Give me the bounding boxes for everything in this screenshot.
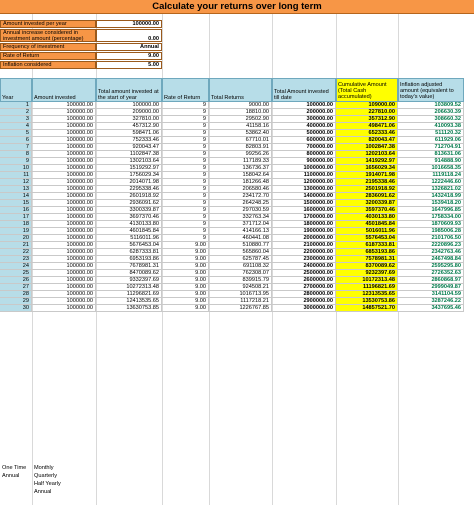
year-cell[interactable]: 6 xyxy=(0,137,32,144)
adjusted-cell[interactable]: 914888.90 xyxy=(398,158,464,165)
rate-cell[interactable]: 9 xyxy=(162,158,209,165)
total-till-cell[interactable]: 2200000.00 xyxy=(272,249,336,256)
rate-cell[interactable]: 9 xyxy=(162,179,209,186)
table-row xyxy=(0,298,474,305)
total-till-cell[interactable]: 2500000.00 xyxy=(272,270,336,277)
amount-cell[interactable]: 100000.00 xyxy=(32,109,96,116)
amount-cell[interactable]: 100000.00 xyxy=(32,214,96,221)
year-cell[interactable]: 5 xyxy=(0,130,32,137)
amount-cell[interactable]: 100000.00 xyxy=(32,158,96,165)
total-till-cell[interactable]: 3000000.00 xyxy=(272,305,336,312)
amount-cell[interactable]: 100000.00 xyxy=(32,228,96,235)
amount-cell[interactable]: 100000.00 xyxy=(32,291,96,298)
returns-cell[interactable]: 18810.00 xyxy=(209,109,272,116)
table-row xyxy=(0,284,474,291)
rate-cell[interactable]: 9 xyxy=(162,123,209,130)
rate-cell[interactable]: 9 xyxy=(162,116,209,123)
rate-cell[interactable]: 9.00 xyxy=(162,242,209,249)
table-row xyxy=(0,214,474,221)
cumulative-cell[interactable]: 6187333.81 xyxy=(336,242,398,249)
cumulative-cell[interactable]: 1419292.97 xyxy=(336,158,398,165)
table-row xyxy=(0,109,474,116)
year-cell[interactable]: 26 xyxy=(0,277,32,284)
frequency-option: Annual xyxy=(34,489,52,495)
adjusted-cell[interactable]: 1326821.02 xyxy=(398,186,464,193)
returns-cell[interactable]: 67710.01 xyxy=(209,137,272,144)
header-year: Year xyxy=(0,78,32,102)
year-cell[interactable]: 29 xyxy=(0,298,32,305)
amount-cell[interactable]: 100000.00 xyxy=(32,165,96,172)
year-cell[interactable]: 19 xyxy=(0,228,32,235)
cumulative-cell[interactable]: 227810.00 xyxy=(336,109,398,116)
total-till-cell[interactable]: 2100000.00 xyxy=(272,242,336,249)
total-start-cell[interactable]: 1302103.64 xyxy=(96,158,162,165)
total-till-cell[interactable]: 1000000.00 xyxy=(272,165,336,172)
total-start-cell[interactable]: 7678981.31 xyxy=(96,263,162,270)
cumulative-cell[interactable]: 1202103.64 xyxy=(336,151,398,158)
inflation-field[interactable]: 5.00 xyxy=(96,61,162,69)
total-start-cell[interactable]: 752333.46 xyxy=(96,137,162,144)
year-cell[interactable]: 30 xyxy=(0,305,32,312)
rate-cell[interactable]: 9.00 xyxy=(162,277,209,284)
returns-cell[interactable]: 1016713.95 xyxy=(209,291,272,298)
rate-cell[interactable]: 9.00 xyxy=(162,249,209,256)
returns-cell[interactable]: 510880.77 xyxy=(209,242,272,249)
adjusted-cell[interactable]: 712704.91 xyxy=(398,144,464,151)
amount-cell[interactable]: 100000.00 xyxy=(32,277,96,284)
year-cell[interactable]: 15 xyxy=(0,200,32,207)
rate-cell[interactable]: 9 xyxy=(162,214,209,221)
table-row xyxy=(0,137,474,144)
table-row xyxy=(0,179,474,186)
amount-cell[interactable]: 100000.00 xyxy=(32,186,96,193)
year-cell[interactable]: 25 xyxy=(0,270,32,277)
year-cell[interactable]: 18 xyxy=(0,221,32,228)
table-row xyxy=(0,158,474,165)
total-till-cell[interactable]: 100000.00 xyxy=(272,102,336,109)
input-label: Inflation considered xyxy=(0,61,96,69)
total-start-cell[interactable]: 2295338.46 xyxy=(96,186,162,193)
rate-cell[interactable]: 9 xyxy=(162,165,209,172)
adjusted-cell[interactable]: 3287246.22 xyxy=(398,298,464,305)
table-row xyxy=(0,305,474,312)
cumulative-cell[interactable]: 8370089.62 xyxy=(336,263,398,270)
total-start-cell[interactable]: 1519292.97 xyxy=(96,165,162,172)
rate-cell[interactable]: 9 xyxy=(162,151,209,158)
year-cell[interactable]: 13 xyxy=(0,186,32,193)
returns-cell[interactable]: 332763.34 xyxy=(209,214,272,221)
total-start-cell[interactable]: 598471.06 xyxy=(96,130,162,137)
input-label: Annual increase considered in investment amount (percentage) xyxy=(0,29,96,42)
total-start-cell[interactable]: 920043.47 xyxy=(96,144,162,151)
returns-cell[interactable]: 762308.07 xyxy=(209,270,272,277)
year-cell[interactable]: 10 xyxy=(0,165,32,172)
amount-cell[interactable]: 100000.00 xyxy=(32,116,96,123)
adjusted-cell[interactable]: 308660.32 xyxy=(398,116,464,123)
total-start-cell[interactable]: 2601918.92 xyxy=(96,193,162,200)
total-till-cell[interactable]: 1400000.00 xyxy=(272,193,336,200)
cumulative-cell[interactable]: 3200339.87 xyxy=(336,200,398,207)
year-cell[interactable]: 23 xyxy=(0,256,32,263)
cumulative-cell[interactable]: 6853193.86 xyxy=(336,249,398,256)
table-row xyxy=(0,270,474,277)
returns-cell[interactable]: 1226767.85 xyxy=(209,305,272,312)
amount-cell[interactable]: 100000.00 xyxy=(32,102,96,109)
cumulative-cell[interactable]: 4501845.84 xyxy=(336,221,398,228)
year-cell[interactable]: 17 xyxy=(0,214,32,221)
table-row xyxy=(0,186,474,193)
cumulative-cell[interactable]: 498471.06 xyxy=(336,123,398,130)
total-till-cell[interactable]: 2400000.00 xyxy=(272,263,336,270)
rate-cell[interactable]: 9 xyxy=(162,200,209,207)
returns-cell[interactable]: 41158.16 xyxy=(209,123,272,130)
header-cumulative: Cumulative Amount (Total Cash accumulated) xyxy=(336,78,398,102)
year-cell[interactable]: 4 xyxy=(0,123,32,130)
returns-cell[interactable]: 691108.32 xyxy=(209,263,272,270)
total-start-cell[interactable]: 10272313.48 xyxy=(96,284,162,291)
cumulative-cell[interactable]: 2836091.62 xyxy=(336,193,398,200)
adjusted-cell[interactable]: 410093.38 xyxy=(398,123,464,130)
adjusted-cell[interactable]: 3437695.46 xyxy=(398,305,464,312)
amount-cell[interactable]: 100000.00 xyxy=(32,179,96,186)
returns-cell[interactable]: 53862.40 xyxy=(209,130,272,137)
total-till-cell[interactable]: 1900000.00 xyxy=(272,228,336,235)
table-row xyxy=(0,200,474,207)
adjusted-cell[interactable]: 2467498.84 xyxy=(398,256,464,263)
adjusted-cell[interactable]: 611929.06 xyxy=(398,137,464,144)
amount-invested-field[interactable]: 100000.00 xyxy=(96,20,162,28)
rate-cell[interactable]: 9 xyxy=(162,144,209,151)
returns-cell[interactable]: 206580.46 xyxy=(209,186,272,193)
returns-cell[interactable]: 264248.25 xyxy=(209,200,272,207)
cumulative-cell[interactable]: 1002847.38 xyxy=(336,144,398,151)
amount-cell[interactable]: 100000.00 xyxy=(32,242,96,249)
rate-cell[interactable]: 9.00 xyxy=(162,256,209,263)
table-row xyxy=(0,249,474,256)
rate-cell[interactable]: 9.00 xyxy=(162,298,209,305)
amount-cell[interactable]: 100000.00 xyxy=(32,172,96,179)
total-start-cell[interactable]: 3697370.46 xyxy=(96,214,162,221)
amount-cell[interactable]: 100000.00 xyxy=(32,235,96,242)
rate-cell[interactable]: 9.00 xyxy=(162,270,209,277)
adjusted-cell[interactable]: 2726352.63 xyxy=(398,270,464,277)
table-row xyxy=(0,151,474,158)
adjusted-cell[interactable]: 511120.32 xyxy=(398,130,464,137)
cumulative-cell[interactable]: 652333.46 xyxy=(336,130,398,137)
amount-cell[interactable]: 100000.00 xyxy=(32,263,96,270)
cumulative-cell[interactable]: 10172313.48 xyxy=(336,277,398,284)
rate-cell[interactable]: 9.00 xyxy=(162,263,209,270)
adjusted-cell[interactable]: 1432418.99 xyxy=(398,193,464,200)
total-till-cell[interactable]: 1100000.00 xyxy=(272,172,336,179)
table-row xyxy=(0,221,474,228)
rate-cell[interactable]: 9 xyxy=(162,207,209,214)
sheet-title: Calculate your returns over long term xyxy=(0,0,474,14)
frequency-select[interactable]: Annual xyxy=(96,43,162,51)
returns-cell[interactable]: 181266.48 xyxy=(209,179,272,186)
rate-cell[interactable]: 9 xyxy=(162,228,209,235)
adjusted-cell[interactable]: 2220896.23 xyxy=(398,242,464,249)
amount-cell[interactable]: 100000.00 xyxy=(32,256,96,263)
rate-cell[interactable]: 9 xyxy=(162,221,209,228)
total-start-cell[interactable]: 8470089.62 xyxy=(96,270,162,277)
amount-cell[interactable]: 100000.00 xyxy=(32,123,96,130)
returns-cell[interactable]: 136736.37 xyxy=(209,165,272,172)
returns-cell[interactable]: 625787.45 xyxy=(209,256,272,263)
adjusted-cell[interactable]: 2999049.87 xyxy=(398,284,464,291)
cumulative-cell[interactable]: 820043.47 xyxy=(336,137,398,144)
adjusted-cell[interactable]: 2595295.80 xyxy=(398,263,464,270)
table-row xyxy=(0,242,474,249)
returns-cell[interactable]: 297030.59 xyxy=(209,207,272,214)
header-amount-invested: Amount invested xyxy=(32,78,96,102)
cumulative-cell[interactable]: 2501918.92 xyxy=(336,186,398,193)
rate-cell[interactable]: 9 xyxy=(162,102,209,109)
rate-cell[interactable]: 9.00 xyxy=(162,284,209,291)
cumulative-cell[interactable]: 7578981.31 xyxy=(336,256,398,263)
input-label: Amount invested per year xyxy=(0,20,96,28)
returns-cell[interactable]: 839915.79 xyxy=(209,277,272,284)
cumulative-cell[interactable]: 109000.00 xyxy=(336,102,398,109)
total-start-cell[interactable]: 2936091.62 xyxy=(96,200,162,207)
table-row xyxy=(0,102,474,109)
adjusted-cell[interactable]: 1222446.60 xyxy=(398,179,464,186)
returns-cell[interactable]: 82803.91 xyxy=(209,144,272,151)
total-till-cell[interactable]: 900000.00 xyxy=(272,158,336,165)
year-cell[interactable]: 7 xyxy=(0,144,32,151)
rate-cell[interactable]: 9 xyxy=(162,186,209,193)
adjusted-cell[interactable]: 2342763.46 xyxy=(398,249,464,256)
adjusted-cell[interactable]: 1539418.20 xyxy=(398,200,464,207)
year-cell[interactable]: 24 xyxy=(0,263,32,270)
amount-cell[interactable]: 100000.00 xyxy=(32,305,96,312)
header-total-returns: Total Returns xyxy=(209,78,272,102)
annual-increase-field[interactable]: 0.00 xyxy=(96,29,162,42)
returns-cell[interactable]: 924508.21 xyxy=(209,284,272,291)
total-till-cell[interactable]: 2300000.00 xyxy=(272,256,336,263)
amount-cell[interactable]: 100000.00 xyxy=(32,151,96,158)
total-start-cell[interactable]: 2014071.98 xyxy=(96,179,162,186)
total-till-cell[interactable]: 700000.00 xyxy=(272,144,336,151)
rate-cell[interactable]: 9 xyxy=(162,109,209,116)
returns-cell[interactable]: 1117218.21 xyxy=(209,298,272,305)
year-cell[interactable]: 1 xyxy=(0,102,32,109)
table-row xyxy=(0,228,474,235)
adjusted-cell[interactable]: 1119118.24 xyxy=(398,172,464,179)
returns-cell[interactable]: 460441.08 xyxy=(209,235,272,242)
table-row xyxy=(0,207,474,214)
returns-cell[interactable]: 234172.70 xyxy=(209,193,272,200)
total-start-cell[interactable]: 5676453.04 xyxy=(96,242,162,249)
cumulative-cell[interactable]: 1656029.34 xyxy=(336,165,398,172)
cumulative-cell[interactable]: 5576453.04 xyxy=(336,235,398,242)
amount-cell[interactable]: 100000.00 xyxy=(32,284,96,291)
table-row xyxy=(0,291,474,298)
table-row xyxy=(0,116,474,123)
total-start-cell[interactable]: 9332397.69 xyxy=(96,277,162,284)
year-cell[interactable]: 3 xyxy=(0,116,32,123)
adjusted-cell[interactable]: 103809.52 xyxy=(398,102,464,109)
total-start-cell[interactable]: 209000.00 xyxy=(96,109,162,116)
annual-label: Annual xyxy=(2,473,20,479)
total-till-cell[interactable]: 2000000.00 xyxy=(272,235,336,242)
total-till-cell[interactable]: 600000.00 xyxy=(272,137,336,144)
cumulative-cell[interactable]: 357312.90 xyxy=(336,116,398,123)
year-cell[interactable]: 27 xyxy=(0,284,32,291)
input-label: Frequency of investment xyxy=(0,43,96,51)
returns-cell[interactable]: 371712.04 xyxy=(209,221,272,228)
adjusted-cell[interactable]: 2860868.97 xyxy=(398,277,464,284)
table-row xyxy=(0,277,474,284)
year-cell[interactable]: 22 xyxy=(0,249,32,256)
total-till-cell[interactable]: 1800000.00 xyxy=(272,221,336,228)
returns-cell[interactable]: 29502.90 xyxy=(209,116,272,123)
total-start-cell[interactable]: 4130133.80 xyxy=(96,221,162,228)
cumulative-cell[interactable]: 3597370.46 xyxy=(336,207,398,214)
adjusted-cell[interactable]: 206630.39 xyxy=(398,109,464,116)
total-start-cell[interactable]: 1102847.38 xyxy=(96,151,162,158)
returns-cell[interactable]: 414166.13 xyxy=(209,228,272,235)
total-start-cell[interactable]: 6287333.81 xyxy=(96,249,162,256)
total-start-cell[interactable]: 327810.00 xyxy=(96,116,162,123)
table-row xyxy=(0,165,474,172)
year-cell[interactable]: 16 xyxy=(0,207,32,214)
total-start-cell[interactable]: 4601845.84 xyxy=(96,228,162,235)
total-till-cell[interactable]: 2900000.00 xyxy=(272,298,336,305)
total-till-cell[interactable]: 2600000.00 xyxy=(272,277,336,284)
total-till-cell[interactable]: 2700000.00 xyxy=(272,284,336,291)
table-row xyxy=(0,144,474,151)
rate-cell[interactable]: 9.00 xyxy=(162,305,209,312)
adjusted-cell[interactable]: 2101706.50 xyxy=(398,235,464,242)
rate-cell[interactable]: 9 xyxy=(162,193,209,200)
adjusted-cell[interactable]: 1758334.00 xyxy=(398,214,464,221)
amount-cell[interactable]: 100000.00 xyxy=(32,298,96,305)
header-total-start: Total amount invested at the start of year xyxy=(96,78,162,102)
cumulative-cell[interactable]: 1914071.98 xyxy=(336,172,398,179)
year-cell[interactable]: 21 xyxy=(0,242,32,249)
cumulative-cell[interactable]: 13530753.86 xyxy=(336,298,398,305)
cumulative-cell[interactable]: 12313535.65 xyxy=(336,291,398,298)
total-start-cell[interactable]: 3300339.87 xyxy=(96,207,162,214)
cumulative-cell[interactable]: 11196821.69 xyxy=(336,284,398,291)
amount-cell[interactable]: 100000.00 xyxy=(32,249,96,256)
total-start-cell[interactable]: 5116011.96 xyxy=(96,235,162,242)
cumulative-cell[interactable]: 9232397.69 xyxy=(336,270,398,277)
header-rate: Rate of Return xyxy=(162,78,209,102)
adjusted-cell[interactable]: 3141104.59 xyxy=(398,291,464,298)
total-start-cell[interactable]: 100000.00 xyxy=(96,102,162,109)
adjusted-cell[interactable]: 1016658.35 xyxy=(398,165,464,172)
total-till-cell[interactable]: 1200000.00 xyxy=(272,179,336,186)
total-start-cell[interactable]: 12413535.65 xyxy=(96,298,162,305)
total-till-cell[interactable]: 2800000.00 xyxy=(272,291,336,298)
header-total-till-date: Total Amount invested till date xyxy=(272,78,336,102)
year-cell[interactable]: 20 xyxy=(0,235,32,242)
table-row xyxy=(0,172,474,179)
cumulative-cell[interactable]: 5016011.96 xyxy=(336,228,398,235)
year-cell[interactable]: 2 xyxy=(0,109,32,116)
year-cell[interactable]: 14 xyxy=(0,193,32,200)
total-start-cell[interactable]: 457312.90 xyxy=(96,123,162,130)
amount-cell[interactable]: 100000.00 xyxy=(32,193,96,200)
year-cell[interactable]: 12 xyxy=(0,179,32,186)
amount-cell[interactable]: 100000.00 xyxy=(32,130,96,137)
table-row xyxy=(0,235,474,242)
total-till-cell[interactable]: 800000.00 xyxy=(272,151,336,158)
frequency-option: Monthly xyxy=(34,465,54,471)
total-start-cell[interactable]: 1756029.34 xyxy=(96,172,162,179)
rate-cell[interactable]: 9 xyxy=(162,137,209,144)
cumulative-cell[interactable]: 2195338.46 xyxy=(336,179,398,186)
header-inflation-adjusted: Inflation adjusted amount (equivalent to today's value) xyxy=(398,78,464,102)
total-till-cell[interactable]: 300000.00 xyxy=(272,116,336,123)
returns-cell[interactable]: 158042.64 xyxy=(209,172,272,179)
total-start-cell[interactable]: 11296821.69 xyxy=(96,291,162,298)
frequency-option: Quarterly xyxy=(34,473,58,479)
cumulative-cell[interactable]: 4030133.80 xyxy=(336,214,398,221)
table-row xyxy=(0,263,474,270)
year-cell[interactable]: 9 xyxy=(0,158,32,165)
total-till-cell[interactable]: 400000.00 xyxy=(272,123,336,130)
table-row xyxy=(0,193,474,200)
total-till-cell[interactable]: 1700000.00 xyxy=(272,214,336,221)
table-row xyxy=(0,130,474,137)
rate-cell[interactable]: 9.00 xyxy=(162,291,209,298)
one-time-label: One Time xyxy=(2,465,27,471)
total-till-cell[interactable]: 1600000.00 xyxy=(272,207,336,214)
rate-of-return-field[interactable]: 9.00 xyxy=(96,52,162,60)
rate-cell[interactable]: 9 xyxy=(162,172,209,179)
total-till-cell[interactable]: 1300000.00 xyxy=(272,186,336,193)
amount-cell[interactable]: 100000.00 xyxy=(32,221,96,228)
year-cell[interactable]: 8 xyxy=(0,151,32,158)
amount-cell[interactable]: 100000.00 xyxy=(32,200,96,207)
amount-cell[interactable]: 100000.00 xyxy=(32,270,96,277)
returns-cell[interactable]: 565860.04 xyxy=(209,249,272,256)
adjusted-cell[interactable]: 813631.06 xyxy=(398,151,464,158)
cumulative-cell[interactable]: 14857521.70 xyxy=(336,305,398,312)
rate-cell[interactable]: 9 xyxy=(162,130,209,137)
amount-cell[interactable]: 100000.00 xyxy=(32,207,96,214)
returns-cell[interactable]: 99256.26 xyxy=(209,151,272,158)
table-row xyxy=(0,256,474,263)
returns-cell[interactable]: 9000.00 xyxy=(209,102,272,109)
year-cell[interactable]: 11 xyxy=(0,172,32,179)
table-row xyxy=(0,123,474,130)
total-till-cell[interactable]: 200000.00 xyxy=(272,109,336,116)
returns-cell[interactable]: 117189.33 xyxy=(209,158,272,165)
rate-cell[interactable]: 9 xyxy=(162,235,209,242)
total-start-cell[interactable]: 13630753.85 xyxy=(96,305,162,312)
adjusted-cell[interactable]: 1985006.28 xyxy=(398,228,464,235)
adjusted-cell[interactable]: 1647996.85 xyxy=(398,207,464,214)
amount-cell[interactable]: 100000.00 xyxy=(32,137,96,144)
total-till-cell[interactable]: 500000.00 xyxy=(272,130,336,137)
amount-cell[interactable]: 100000.00 xyxy=(32,144,96,151)
frequency-option: Half Yearly xyxy=(34,481,61,487)
adjusted-cell[interactable]: 1870609.93 xyxy=(398,221,464,228)
year-cell[interactable]: 28 xyxy=(0,291,32,298)
total-start-cell[interactable]: 6953193.86 xyxy=(96,256,162,263)
total-till-cell[interactable]: 1500000.00 xyxy=(272,200,336,207)
input-label: Rate of Return xyxy=(0,52,96,60)
